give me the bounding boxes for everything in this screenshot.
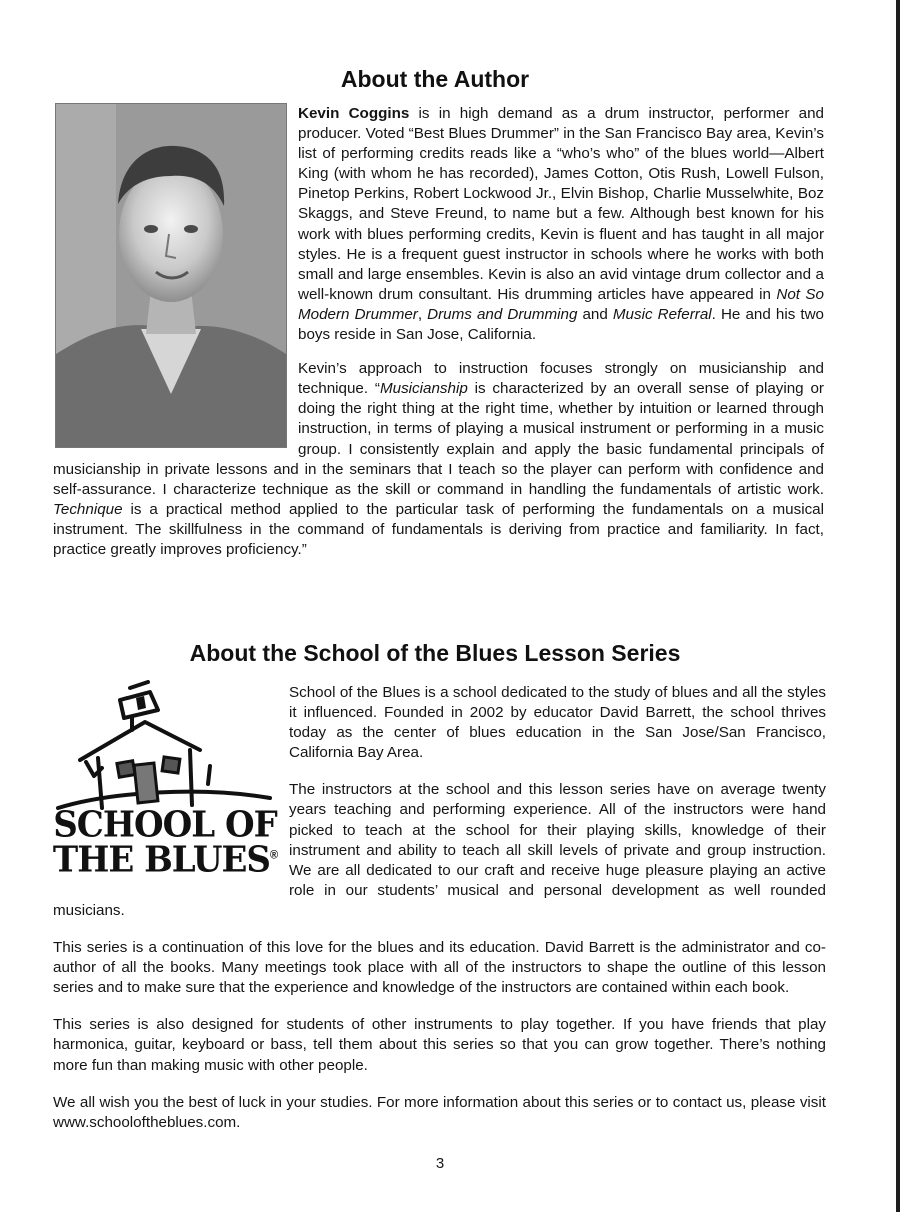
page-number: 3 (435, 1155, 445, 1172)
school-paragraph-4: This series is also designed for students of other instruments to play together. If you have friends that play harmonica, guitar, keyboard or bass, tell them about this series so that you can grow together. There’s nothing more fun than making music with other people. (53, 1016, 826, 1074)
publication-1: Not So Modern Drummer (298, 285, 824, 323)
author-name: Kevin Coggins (298, 105, 410, 122)
author-section (53, 104, 824, 574)
school-paragraph-5: We all wish you the best of luck in your studies. For more information about this series or to contact us, please visit www.schooloftheblues.com. (53, 1093, 826, 1131)
logo-text-line-1: SCHOOL OF (53, 804, 277, 846)
registered-mark: ® (269, 849, 278, 862)
author-approach-paragraph: Kevin’s approach to instruction focuses strongly on musicianship and technique. “Musicianship is characterized by an overall sense of playing or doing the right thing at the right time, whether by intuition or learned through instruction, in terms of playing a musical instrument or performing in a music group. I consistently explain and apply the basic fundamental principals of musicianship in private lessons and in the seminars that I teach so the player can perform with confidence and self-assurance. I characterize technique as the skill or command in handling the fundamentals of artistic work. Technique is a practical method applied to the particular task of performing the fundamentals on a musical instrument. The skillfulness in the command of fundamentals is deriving from practice and familiarity. In fact, practice greatly improves proficiency.” (53, 360, 824, 558)
author-heading: About the Author (340, 66, 530, 92)
logo-text-line-2: THE BLUES® (52, 839, 278, 881)
publication-3: Music Referral (612, 305, 712, 323)
school-paragraph-2: The instructors at the school and this lesson series have on average twenty years teaching and performing experience. All of the instructors were hand picked to teach at the school for their playing skills, knowledge of their instrument and ability to teach all skill levels of private and group instruction. We are all dedicated to our craft and receive huge pleasure playing an active role in our students’ musical and personal development as well rounded musicians. (53, 781, 826, 919)
publication-2: Drums and Drumming (427, 305, 578, 323)
school-paragraph-3: This series is a continuation of this love for the blues and its education. David Barrett is the administrator and co-author of all the books. Many meetings took place with all of the instructors to shape the outline of this lesson series and to make sure that the experience and knowledge of the instructors are contained within each book. (53, 939, 826, 997)
school-paragraph-1: School of the Blues is a school dedicated to the study of blues and all the styles it influenced. Founded in 2002 by educator David Barrett, the school thrives today as the center of blues education in the San Jose/San Francisco, California Bay Area. (289, 684, 826, 762)
page-edge-border (896, 0, 900, 1212)
school-heading: About the School of the Blues Lesson Series (189, 640, 681, 666)
author-bio-paragraph: Kevin Coggins is in high demand as a drum instructor, performer and producer. Voted “Best Blues Drummer” in the San Francisco Bay area, Kevin’s list of performing credits reads like a “who’s who” of the blues world—Albert King (with whom he has recorded), James Cotton, Otis Rush, Lowell Fulson, Pinetop Perkins, Robert Lockwood Jr., Elvin Bishop, Charlie Musselwhite, Boz Skaggs, and Steve Freund, to name but a few. Although best known for his work with blues performing credits, Kevin is fluent and has taught in all major styles. He is a frequent guest instructor in schools where he works with both small and large ensembles. Kevin is also an avid vintage drum collector and a well-known drum consultant. His drumming articles have appeared in Not So Modern Drummer, Drums and Drumming and Music Referral. He and his two boys reside in San Jose, California. (298, 105, 824, 344)
school-section (53, 683, 826, 1150)
